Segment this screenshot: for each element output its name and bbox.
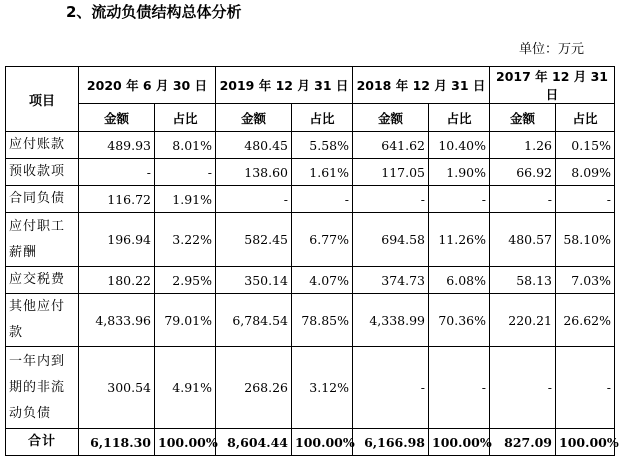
total-ratio: 100.00% xyxy=(429,429,490,456)
row-label: 合同负债 xyxy=(6,186,79,213)
cell-amount: 582.45 xyxy=(216,213,292,267)
cell-amount: 374.73 xyxy=(353,267,429,294)
cell-amount: 300.54 xyxy=(79,347,155,429)
cell-amount: 350.14 xyxy=(216,267,292,294)
cell-ratio: 2.95% xyxy=(155,267,216,294)
table-row xyxy=(6,347,615,429)
cell-ratio: - xyxy=(556,186,615,213)
ratio-header: 占比 xyxy=(556,104,615,132)
row-label: 其他应付款 xyxy=(6,294,79,347)
cell-ratio: - xyxy=(429,186,490,213)
period-header: 2018 年 12 月 31 日 xyxy=(353,67,490,104)
item-header: 项目 xyxy=(6,67,79,132)
table-row xyxy=(6,132,615,159)
cell-amount: 220.21 xyxy=(490,294,556,347)
amount-header: 金额 xyxy=(79,104,155,132)
cell-amount: 138.60 xyxy=(216,159,292,186)
table-row xyxy=(6,294,615,347)
row-label: 应交税费 xyxy=(6,267,79,294)
cell-amount: 694.58 xyxy=(353,213,429,267)
cell-ratio: 1.90% xyxy=(429,159,490,186)
cell-amount: - xyxy=(353,347,429,429)
cell-ratio: 4.91% xyxy=(155,347,216,429)
cell-amount: 196.94 xyxy=(79,213,155,267)
total-amount: 8,604.44 xyxy=(216,429,292,456)
total-amount: 6,166.98 xyxy=(353,429,429,456)
total-label: 合计 xyxy=(6,429,79,456)
table-row xyxy=(6,186,615,213)
cell-ratio: 1.61% xyxy=(292,159,353,186)
cell-amount: 66.92 xyxy=(490,159,556,186)
total-ratio: 100.00% xyxy=(556,429,615,456)
ratio-header: 占比 xyxy=(292,104,353,132)
cell-amount: 480.57 xyxy=(490,213,556,267)
total-ratio: 100.00% xyxy=(292,429,353,456)
amount-header: 金额 xyxy=(490,104,556,132)
cell-ratio: 8.09% xyxy=(556,159,615,186)
cell-ratio: 3.12% xyxy=(292,347,353,429)
cell-ratio: 7.03% xyxy=(556,267,615,294)
total-row xyxy=(6,429,615,456)
cell-amount: 489.93 xyxy=(79,132,155,159)
period-header: 2019 年 12 月 31 日 xyxy=(216,67,353,104)
cell-amount: - xyxy=(216,186,292,213)
total-amount: 827.09 xyxy=(490,429,556,456)
cell-amount: 641.62 xyxy=(353,132,429,159)
cell-ratio: 70.36% xyxy=(429,294,490,347)
cell-amount: - xyxy=(490,347,556,429)
amount-header: 金额 xyxy=(353,104,429,132)
ratio-header: 占比 xyxy=(155,104,216,132)
cell-amount: 180.22 xyxy=(79,267,155,294)
total-amount: 6,118.30 xyxy=(79,429,155,456)
cell-ratio: 78.85% xyxy=(292,294,353,347)
cell-ratio: 1.91% xyxy=(155,186,216,213)
cell-amount: - xyxy=(79,159,155,186)
cell-amount: 6,784.54 xyxy=(216,294,292,347)
cell-amount: 268.26 xyxy=(216,347,292,429)
table-row xyxy=(6,213,615,267)
cell-ratio: - xyxy=(292,186,353,213)
ratio-header: 占比 xyxy=(429,104,490,132)
row-label: 预收款项 xyxy=(6,159,79,186)
cell-ratio: 10.40% xyxy=(429,132,490,159)
row-label: 一年内到期的非流动负债 xyxy=(6,347,79,429)
cell-ratio: 26.62% xyxy=(556,294,615,347)
table-row xyxy=(6,159,615,186)
cell-amount: 1.26 xyxy=(490,132,556,159)
cell-ratio: 4.07% xyxy=(292,267,353,294)
cell-ratio: - xyxy=(556,347,615,429)
cell-ratio: - xyxy=(155,159,216,186)
cell-amount: 117.05 xyxy=(353,159,429,186)
cell-ratio: 58.10% xyxy=(556,213,615,267)
cell-amount: 4,833.96 xyxy=(79,294,155,347)
section-heading: 2、流动负债结构总体分析 xyxy=(66,3,242,21)
cell-amount: 4,338.99 xyxy=(353,294,429,347)
period-header: 2017 年 12 月 31 日 xyxy=(490,67,615,104)
cell-ratio: 8.01% xyxy=(155,132,216,159)
cell-amount: 116.72 xyxy=(79,186,155,213)
row-label: 应付账款 xyxy=(6,132,79,159)
cell-ratio: 6.08% xyxy=(429,267,490,294)
current-liabilities-table xyxy=(5,66,619,456)
cell-amount: 58.13 xyxy=(490,267,556,294)
amount-header: 金额 xyxy=(216,104,292,132)
cell-amount: - xyxy=(490,186,556,213)
unit-label: 单位：万元 xyxy=(518,42,584,57)
cell-amount: - xyxy=(353,186,429,213)
cell-ratio: 6.77% xyxy=(292,213,353,267)
cell-ratio: 5.58% xyxy=(292,132,353,159)
cell-ratio: 0.15% xyxy=(556,132,615,159)
cell-ratio: 3.22% xyxy=(155,213,216,267)
total-ratio: 100.00% xyxy=(155,429,216,456)
cell-ratio: 11.26% xyxy=(429,213,490,267)
cell-ratio: 79.01% xyxy=(155,294,216,347)
row-label: 应付职工薪酬 xyxy=(6,213,79,267)
cell-ratio: - xyxy=(429,347,490,429)
table-row xyxy=(6,267,615,294)
cell-amount: 480.45 xyxy=(216,132,292,159)
period-header: 2020 年 6 月 30 日 xyxy=(79,67,216,104)
